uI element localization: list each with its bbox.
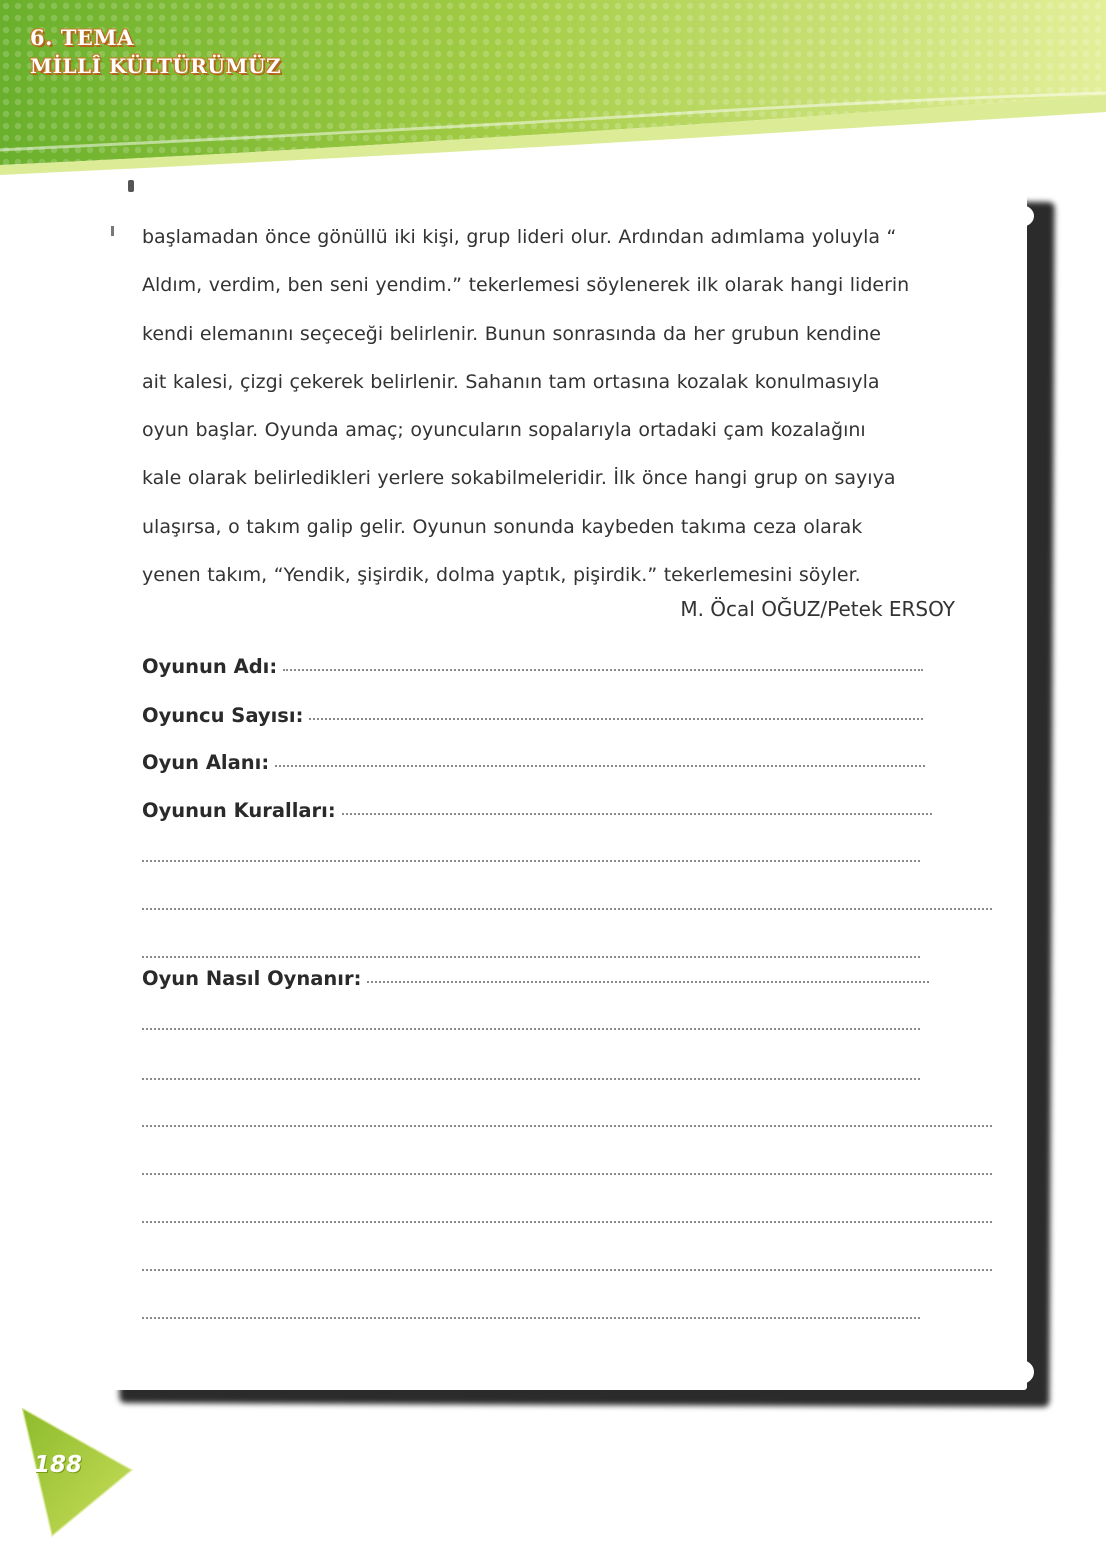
play-area-row [142,744,925,774]
passage-line: yenen takım, “Yendik, şişirdik, dolma yaptık, pişirdik.” tekerlemesini söyler. [142,564,861,587]
how-to-play-field[interactable] [367,981,929,983]
how-to-play-line[interactable] [142,1028,920,1030]
how-to-play-line[interactable] [142,1221,992,1223]
play-area-field[interactable] [275,765,925,767]
how-to-play-line[interactable] [142,1317,920,1319]
paper-tab-bottom [1008,1360,1034,1384]
rules-row [142,792,932,822]
rules-line[interactable] [142,956,920,958]
game-name-row [142,648,923,678]
paper-edge-mark [128,180,134,192]
player-count-field[interactable] [309,718,923,720]
passage-line: ait kalesi, çizgi çekerek belirlenir. Sahanın tam ortasına kozalak konulmasıyla [142,370,880,393]
passage-line: Aldım, verdim, ben seni yendim.” tekerlemesi söylenerek ilk olarak hangi liderin [142,274,910,297]
rules-line[interactable] [142,860,920,862]
game-name-field[interactable] [283,669,923,671]
paper-tab-top [1008,205,1034,227]
reading-passage [142,213,992,599]
passage-line: ulaşırsa, o takım galip gelir. Oyunun sonunda kaybeden takıma ceza olarak [142,515,863,538]
passage-line: oyun başlar. Oyunda amaç; oyuncuların sopalarıyla ortadaki çam kozalağını [142,419,866,442]
passage-line: başlamadan önce gönüllü iki kişi, grup lideri olur. Ardından adımlama yoluyla “ [142,226,897,248]
paper-dot [111,226,114,236]
theme-number: 6. TEMA [30,25,134,50]
rules-field[interactable] [342,813,932,815]
player-count-row [142,697,923,727]
how-to-play-label: Oyun Nasıl Oynanır: [142,967,362,990]
theme-label [30,24,281,80]
rules-label: Oyunun Kuralları: [142,799,336,822]
how-to-play-line[interactable] [142,1078,920,1080]
player-count-label: Oyuncu Sayısı: [142,704,304,727]
game-name-label: Oyunun Adı: [142,655,278,678]
how-to-play-row [142,960,929,990]
theme-title: MİLLÎ KÜLTÜRÜMÜZ [30,54,282,78]
passage-line: kendi elemanını seçeceği belirlenir. Bunun sonrasında da her grubun kendine [142,322,881,345]
how-to-play-line[interactable] [142,1269,992,1271]
header-band [0,0,1106,175]
page-number: 188 [34,1452,83,1478]
rules-line[interactable] [142,908,992,910]
how-to-play-line[interactable] [142,1173,992,1175]
attribution: M. Öcal OĞUZ/Petek ERSOY [680,597,955,621]
how-to-play-line[interactable] [142,1125,992,1127]
play-area-label: Oyun Alanı: [142,751,270,774]
passage-line: kale olarak belirledikleri yerlere sokabilmeleridir. İlk önce hangi grup on sayıya [142,467,896,490]
